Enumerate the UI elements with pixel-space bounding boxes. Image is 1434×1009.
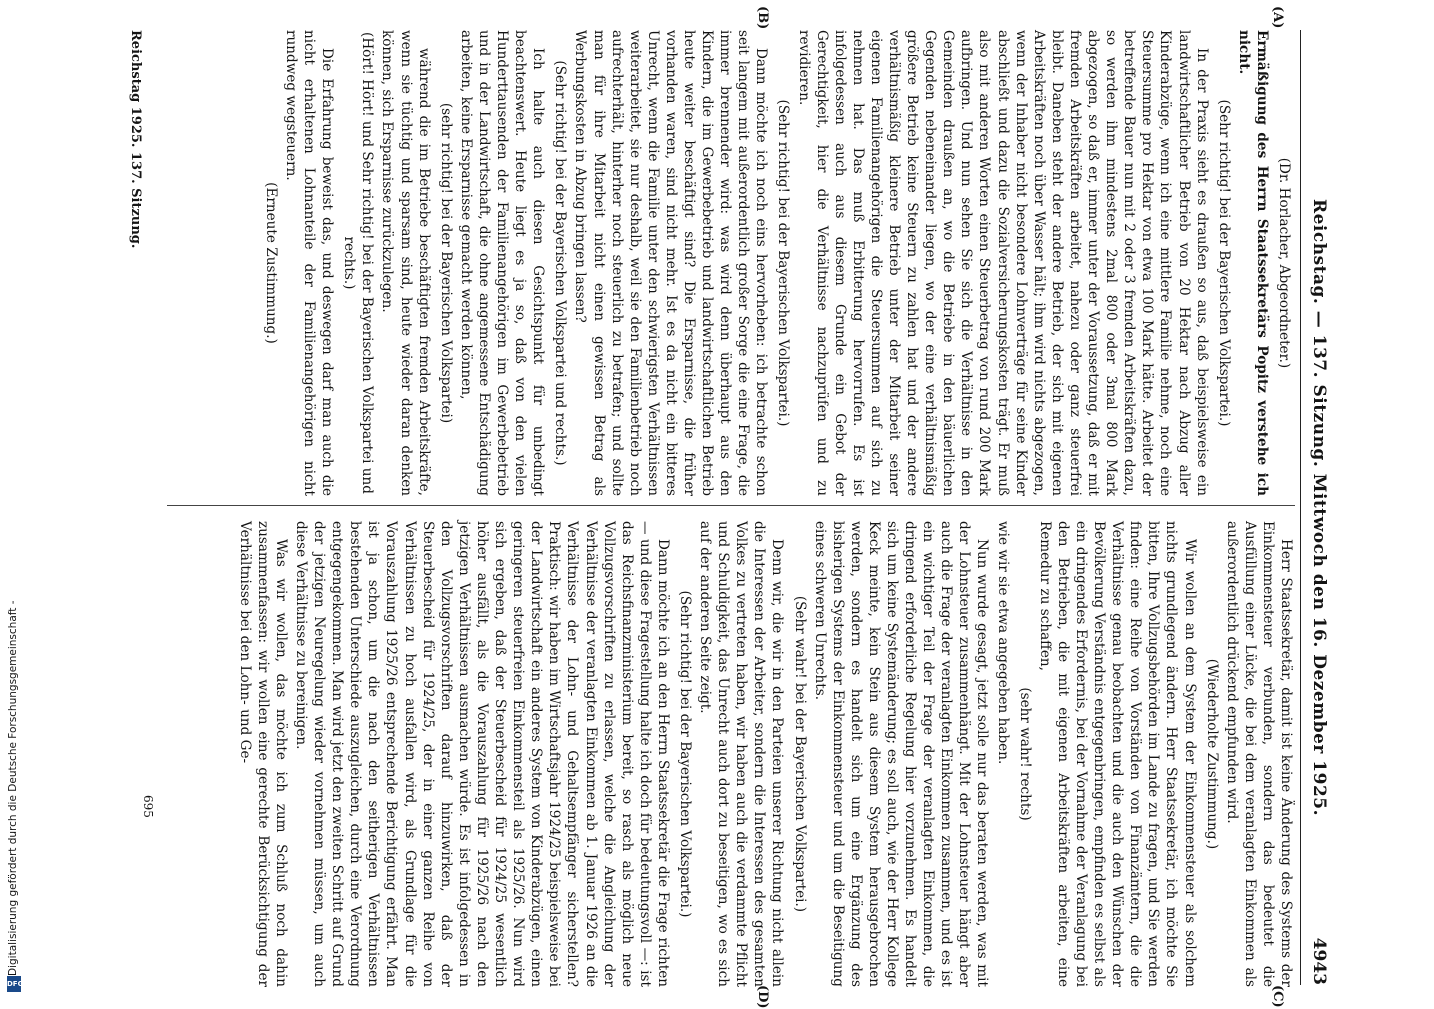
paragraph: Die Erfahrung beweist das, und deswegen darf man auch die nicht erhaltenen Lohnanteile der Familienangehörigen nicht rundweg wegsteuern. [283,30,336,496]
paragraph: Ich halte auch diesen Gesichtspunkt für unbedingt beachtenswert. Heute liegt es ja so, daß von den vielen Hunderttausenden der Familienangehörigen im Gewerbebetrieb und in der Landwirtschaft, die ohne angemessene Entschädigung arbeiten, keine Ersparnisse gemacht werden können, [457,30,547,496]
paragraph: Nun wurde gesagt, jetzt solle nur das beraten werden, was mit der Lohnsteuer zusammenhängt. Mit der Lohnsteuer hängt aber auch die Frage der veranlagten Einkommen zusammen, und es ist ein wichtiger Teil der Frage der veranlagten Einkommen, die dringend erforderliche Regelung hier vorzunehmen. Es handelt sich um keine Systemänderung; es soll auch, wie der Herr Kollege Keck meinte, kein Stein aus diesem System herausgebrochen werden, sondern es handelt sich um eine Ergänzung des bisherigen Systems der Einkommensteuer und um die Beseitigung eines schweren Unrechts. [811,521,991,987]
interjection: (Sehr richtig! bei der Bayerischen Volkspartei.) [1215,99,1232,427]
interjection: (Erneute Zustimmung.) [262,182,279,344]
paragraph: wie wir sie etwa angegeben haben. [994,521,1011,765]
page-number: 4943 [1309,937,1329,985]
paragraph: Herr Staatssekretär, damit ist keine Änderung des Systems der Einkommensteuer verbunden, sondern das bedeutet die Ausfüllung einer Lücke, die bei dem veranlagten Einkommen als außerordentlich drückend empfunden wird. [1223,521,1294,987]
interjection: (sehr wahr! rechts) [1016,687,1033,821]
interjection: (Sehr richtig! bei der Bayerischen Volkspartei und rechts.) [552,60,569,466]
margin-mark-a: (A) [1270,6,1285,29]
page-header [1299,30,1329,985]
paragraph: während die im Betriebe beschäftigten fremden Arbeitskräfte, wenn sie tüchtig und sparsam sind, heute wieder daran denken können, sich Ersparnisse zurückzulegen. [379,30,432,496]
paragraph: Dann möchte ich an den Herrn Staatssekretär die Frage richten — und diese Fragestellung halte ich doch für bedeutungsvoll —: ist das Reichsfinanzministerium bereit, so rasch als möglich neue Vollzugsvorschriften zu erlassen, welche die Angleichung der Verhältnisse der veranlagten Einkommen ab 1. Januar 1926 an die Verhältnisse der Lohn- und Gehaltsempfänger sicherstellen? Praktisch: wir haben im Wirtschaftsjahr 1924/25 beispielsweise bei der Landwirtschaft ein anderes System von Kinderabzügen, einen geringeren steuerfreien Einkommensteil als 1925/26. Nun wird sich ergeben, daß der Steuerbescheid für 1924/25 wesentlich höher ausfällt, als die Vorauszahlung für 1925/26 nach den jetzigen Verhältnissen ausmachen würde. Es ist infolgedessen in den Vollzugsvorschriften darauf hinzuwirken, daß der Steuerbescheid für 1924/25, der in einer ganzen Reihe von Verhältnissen zu hoch ausfallen wird, als Grundlage für die Vorauszahlung 1925/26 entsprechende Berichtigung erfährt. Man ist ja schon, um die nach den seitherigen Verhältnissen bestehenden Unterschiede auszugleichen, durch eine Verordnung entgegengekommen. Man wird jetzt den zweiten Schritt auf Grund der jetzigen Neuregelung wieder vornehmen müssen, um auch diese Verhältnisse zu bereinigen. [293,521,671,987]
column-divider [167,505,1295,506]
dfg-logo: DFG [7,976,21,992]
digitization-credit [7,360,24,992]
page-title: Reichstag. — 137. Sitzung. Mittwoch den 16. Dezember 1925. [1309,198,1329,817]
paragraph: Was wir wollen, das möchte ich zum Schluß noch dahin zusammenfassen: wir wollen eine gerechte Berücksichtigung der Verhältnisse bei den Lohn- und Ge- [236,521,289,987]
paragraph: Ermäßigung des Herrn Staatssekretärs Popitz verstehe ich nicht. [1235,30,1270,496]
margin-mark-d: (D) [755,985,770,1009]
right-column [234,521,1295,987]
interjection: (Hört! Hört! und Sehr richtig! bei der Bayerischen Volkspartei und rechts.) [341,32,376,494]
credit-text: Digitalisierung gefördert durch die Deutsche Forschungsgemeinschaft - [7,600,19,976]
interjection: (Wiederholte Zustimmung.) [1203,658,1220,850]
interjection: (Sehr wahr! bei der Bayerischen Volkspartei.) [791,595,808,913]
paragraph: In der Praxis sieht es draußen so aus, daß beispielsweise ein landwirtschaftlicher Betrieb von 20 Hektar nach Abzug aller Kinderabzüge, wenn ich eine mittlere Familie nehme, noch eine Steuersumme pro Hektar von etwa 100 Mark hätte. Arbeitet der betreffende Bauer nun mit 2 oder 3 fremden Arbeitskräften dazu, so werden ihm mindestens 2mal 800 oder 3mal 800 Mark abgezogen, so daß er, immer unter der Voraussetzung, daß er mit fremden Arbeitskräften arbeitet, nahezu oder ganz steuerfrei bleibt. Daneben steht der andere Betrieb, der sich mit eigenen Arbeitskräften noch über Wasser hält; ihm wird nichts abgezogen, wenn der Inhaber nicht besondere Lohnverträge für seine Kinder abschließt und dazu die Sozialversicherungskosten trägt. Er muß also mit anderen Worten einen Steuerbetrag von rund 200 Mark aufbringen. Und nun sehen Sie sich die Verhältnisse in den Gemeinden draußen an, wo die Betriebe in den bäuerlichen Gegenden nebeneinander liegen, wo der eine verhältnismäßig größere Betrieb keine Steuern zu zahlen hat und der andere verhältnismäßig kleinere Betrieb unter der Mitarbeit seiner eigenen Familienangehörigen die Steuersummen auf sich zu nehmen hat. Das muß Erbitterung hervorrufen. Es ist infolgedessen auch aus diesem Grunde ein Gebot der Gerechtigkeit, hier die Verhältnisse nachzuprüfen und zu revidieren. [795,30,1210,496]
footer-page-number: 695 [141,795,155,818]
interjection: (Sehr richtig! bei der Bayerischen Volkspartei.) [677,590,693,918]
margin-mark-c: (C) [1270,985,1285,1008]
paragraph: Wir wollen an dem System der Einkommensteuer als solchem nichts grundlegend ändern. Herr Staatssekretär, ich möchte Sie bitten, Ihre Vollzugsbehörden im Lande zu fragen, und Sie werden finden: eine Reihe von Vorständen von Finanzämtern, die die Verhältnisse genau beobachten und die auch den Wünschen der Bevölkerung Verständnis entgegenbringen, empfinden es selbst als ein dringendes Erfordernis, bei der Vornahme der Veranlagung bei den Betrieben, die mit eigenen Arbeitskräften arbeiten, eine Remedur zu schaffen, [1036,521,1198,987]
newspaper-page [78,0,1373,1009]
interjection: (sehr richtig! bei der Bayerischen Volkspartei) [437,102,454,424]
paragraph: Dann möchte ich noch eins hervorheben: ich betrachte schon seit langem mit außerordentlich großer Sorge die eine Frage, die immer brennender wird: was wird denn überhaupt aus den Kindern, die im Gewerbebetrieb und landwirtschaftlichen Betrieb heute weiter beschäftigt sind? Die Ersparnisse, die früher vorhanden waren, sind nicht mehr. Ist es da nicht ein bitteres Unrecht, wenn die Familie unter den schwierigsten Verhältnissen weiterarbeitet, sie nur deshalb, weil sie den Familienbetrieb noch aufrechterhält, hinterher noch steuerlich zu betrafen; und sollte man für ihre Mitarbeit nicht einen gewissen Betrag als Werbungskosten in Abzug bringen lassen? [572,30,770,496]
left-column [258,30,1295,496]
footer-left: Reichstag 1925. 137. Sitzung. [128,30,143,249]
speaker-label: (Dr. Horlacher, Abgeordneter.) [1276,157,1292,369]
paragraph: Denn wir, die wir in den Parteien unserer Richtung nicht allein die Interessen der Arbeiter, sondern die Interessen des gesamten Volkes zu vertreten haben, wir haben auch die verdammte Pflicht und Schuldigkeit, das Unrecht auch dort zu beseitigen, wo es sich auf der anderen Seite zeigt. [697,521,786,987]
margin-mark-b: (B) [755,6,770,30]
header-rule [1300,30,1301,985]
interjection: (Sehr richtig! bei der Bayerischen Volkspartei.) [775,99,792,427]
